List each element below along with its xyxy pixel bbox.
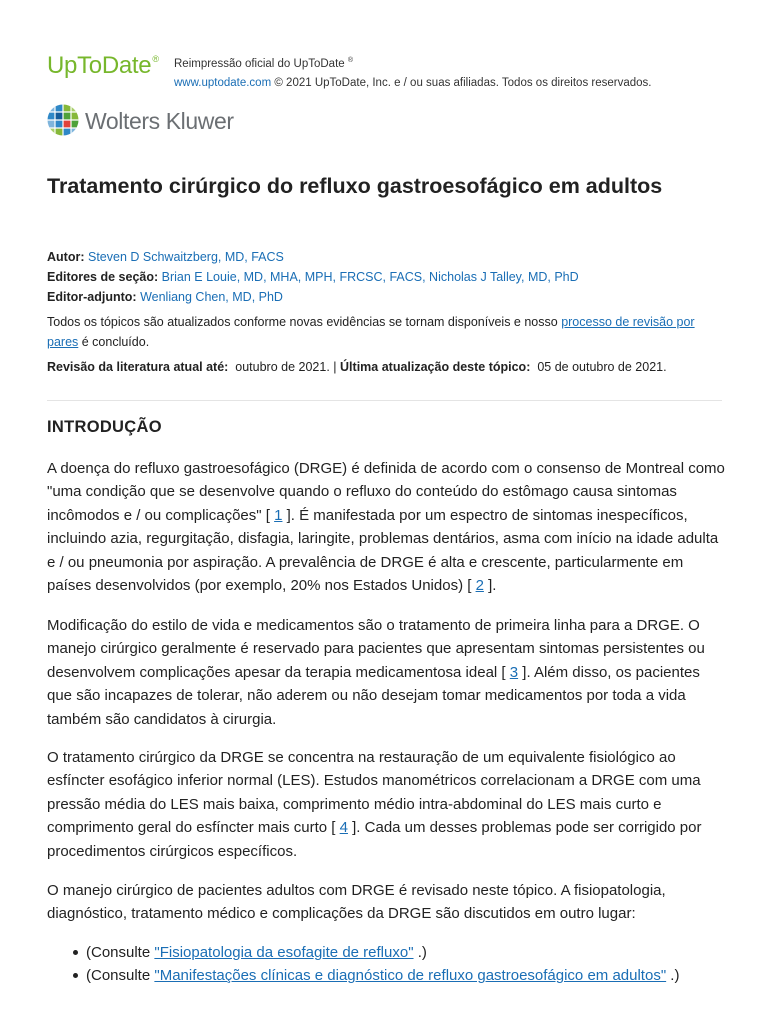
- topic-link-gerd-diagnosis[interactable]: "Manifestações clínicas e diagnóstico de refluxo gastroesofágico em adultos": [154, 967, 667, 985]
- editors-link[interactable]: Brian E Louie, MD, MHA, MPH, FRCSC, FACS, Nicholas J Talley, MD, PhD: [161, 270, 579, 284]
- copyright-text: © 2021 UpToDate, Inc. e / ou suas afiliadas. Todos os direitos reservados.: [274, 76, 652, 89]
- author-row: [47, 247, 727, 267]
- editors-label: Editores de seção:: [47, 270, 159, 284]
- literature-review-date: outubro de 2021.: [235, 360, 330, 374]
- editors-row: [47, 267, 727, 287]
- section-heading: INTRODUÇÃO: [47, 418, 162, 436]
- last-updated-label: Última atualização deste tópico:: [340, 360, 531, 374]
- reprint-line: Reimpressão oficial do UpToDate: [174, 57, 345, 70]
- list-item: (Consulte "Fisiopatologia da esofagite de refluxo" .): [47, 941, 737, 964]
- intro-paragraph-1: A doença do refluxo gastroesofágico (DRGE) é definida de acordo com o consenso de Montreal como "uma condição que se desenvolve quando o refluxo do conteúdo do estômago causa sintomas incômodos e / ou complicações" [ 1 ]. É manifestada por um espectro de sintomas inespecíficos, incluindo azia, regurgitação, disfagia, laringite, problemas dentários, asma com início na idade adulta e / ou pneumonia por aspiração. A prevalência de DRGE é alta e crescente, particularmente em países desenvolvidos (por exemplo, 20% nos Estados Unidos) [ 2 ].: [47, 460, 725, 595]
- author-link[interactable]: Steven D Schwaitzberg, MD, FACS: [87, 250, 284, 264]
- wolters-kluwer-logo: [47, 104, 267, 136]
- article-title: Tratamento cirúrgico do refluxo gastroesofágico em adultos: [47, 174, 663, 198]
- reference-link-2[interactable]: 2: [475, 577, 484, 595]
- deputy-editor-link[interactable]: Wenliang Chen, MD, PhD: [140, 290, 283, 304]
- last-updated-date: 05 de outubro de 2021.: [537, 360, 667, 374]
- reprint-notice: Reimpressão oficial do UpToDate ® www.uptodate.com © 2021 UpToDate, Inc. e / ou suas afiliadas. Todos os direitos reservados.: [174, 57, 652, 89]
- topic-link-esophagitis-pathophysiology[interactable]: "Fisiopatologia da esofagite de refluxo": [154, 944, 414, 961]
- uptodate-logo: UpToDate®: [47, 52, 159, 79]
- peer-review-process-link[interactable]: processo de revisão por pares: [47, 315, 695, 349]
- list-item: (Consulte "Manifestações clínicas e diagnóstico de refluxo gastroesofágico em adultos" .): [47, 964, 737, 987]
- literature-review-label: Revisão da literatura atual até:: [47, 360, 229, 374]
- intro-paragraph-2: Modificação do estilo de vida e medicamentos são o tratamento de primeira linha para a DRGE. O manejo cirúrgico geralmente é reservado para pacientes que apresentam sintomas persistentes ou desenvolvem complicações apesar da terapia medicamentosa ideal [ 3 ]. Além disso, os pacientes que são incapazes de tolerar, não aderem ou não desejam tomar medicamentos por toda a vida também são candidatos à cirurgia.: [47, 617, 705, 728]
- page-header: [47, 48, 737, 88]
- deputy-editor-label: Editor-adjunto:: [47, 290, 137, 304]
- article-metadata: [47, 247, 727, 307]
- reference-link-4[interactable]: 4: [339, 819, 348, 837]
- section-divider: [47, 400, 722, 401]
- uptodate-site-link[interactable]: www.uptodate.com: [174, 76, 272, 89]
- wolters-kluwer-globe-icon: [47, 104, 79, 136]
- related-topics-list: [47, 941, 737, 988]
- intro-paragraph-3: O tratamento cirúrgico da DRGE se concentra na restauração de um equivalente fisiológico ao esfíncter esofágico inferior normal (LES). Estudos manométricos correlacionam a DRGE com uma pressão média do LES mais baixa, comprimento médio intra-abdominal do LES mais curto e comprimento geral do esfíncter mais curto [ 4 ]. Cada um desses problemas pode ser corrigido por procedimentos cirúrgicos específicos.: [47, 749, 702, 860]
- intro-paragraph-4: O manejo cirúrgico de pacientes adultos com DRGE é revisado neste tópico. A fisiopatologia, diagnóstico, tratamento médico e complicações da DRGE são discutidos em outro lugar:: [47, 882, 666, 923]
- update-notice: Todos os tópicos são atualizados conforme novas evidências se tornam disponíveis e nosso processo de revisão por pares é concluído.: [47, 315, 695, 349]
- wolters-kluwer-wordmark: Wolters Kluwer: [85, 108, 234, 134]
- author-label: Autor:: [47, 250, 85, 264]
- reference-link-1[interactable]: 1: [274, 506, 283, 524]
- deputy-editor-row: [47, 287, 727, 307]
- review-dates: Revisão da literatura atual até: outubro de 2021. | Última atualização deste tópico: 05 de outubro de 2021.: [47, 360, 667, 374]
- reference-link-3[interactable]: 3: [509, 663, 519, 681]
